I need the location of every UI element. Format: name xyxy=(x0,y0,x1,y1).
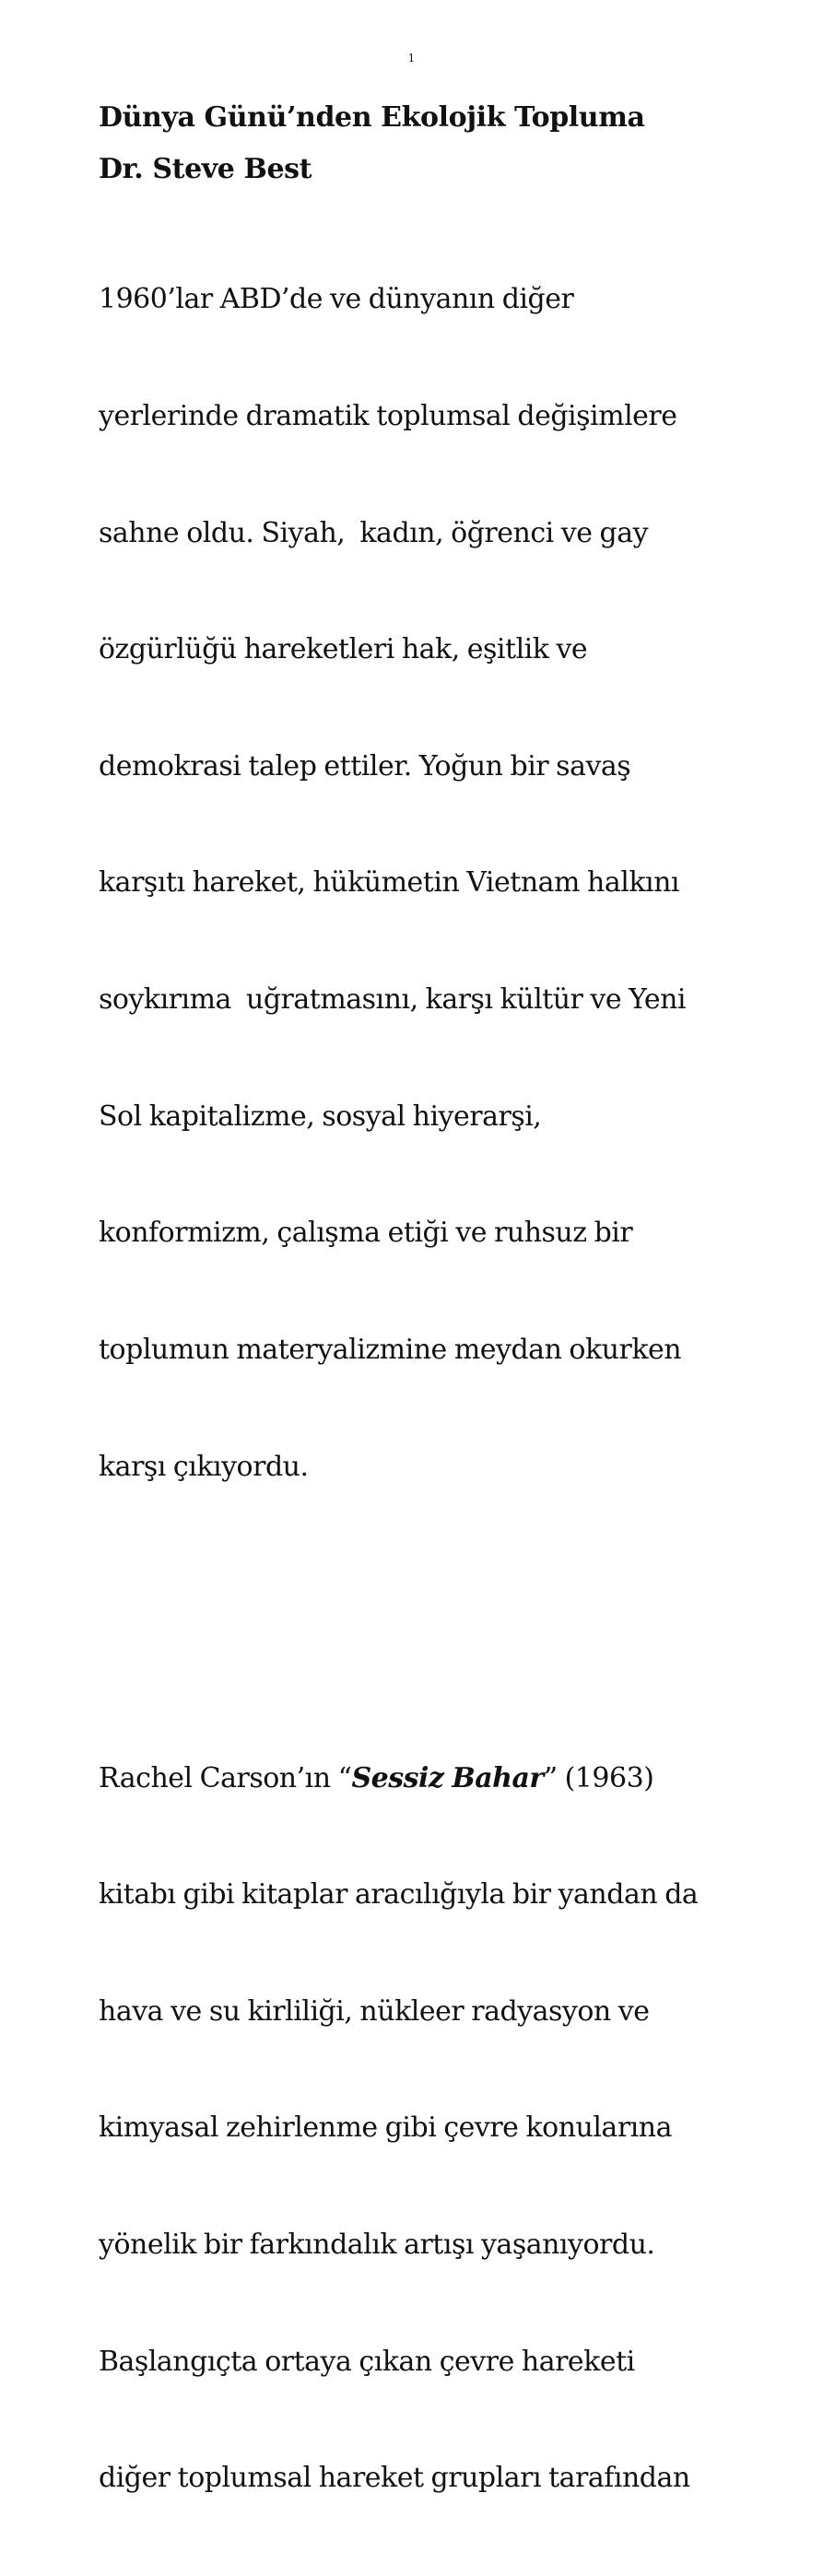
paragraph-line: sahne oldu. Siyah, kadın, öğrenci ve gay xyxy=(99,516,649,549)
paragraph-1 xyxy=(99,203,744,1564)
page-content xyxy=(99,100,744,2576)
document-title: Dünya Günü’nden Ekolojik Topluma xyxy=(99,101,645,134)
paragraph-line: özgürlüğü hareketleri hak, eşitlik ve xyxy=(99,633,588,666)
paragraph-line: karşı çıkıyordu. xyxy=(99,1450,309,1483)
paragraph-2 xyxy=(99,1681,744,2576)
paragraph-line: kitabı gibi kitaplar aracılığıyla bir yandan da xyxy=(99,1878,699,1911)
paragraph-line: karşıtı hareket, hükümetin Vietnam halkını xyxy=(99,866,680,900)
author-name: Dr. Steve Best xyxy=(99,153,312,185)
paragraph-line: hava ve su kirliliği, nükleer radyasyon ve xyxy=(99,1994,650,2028)
paragraph-line: kimyasal zehirlenme gibi çevre konularına xyxy=(99,2111,672,2145)
text-before-book-title: Rachel Carson’ın “ xyxy=(99,1761,352,1794)
paragraph-line: 1960’lar ABD’de ve dünyanın diğer xyxy=(99,283,574,316)
paragraph-line: Başlangıçta ortaya çıkan çevre hareketi xyxy=(99,2345,635,2378)
paragraph-line: diğer toplumsal hareket grupları tarafından xyxy=(99,2462,690,2495)
paragraph-line: demokrasi talep ettiler. Yoğun bir savaş xyxy=(99,749,631,782)
paragraph-line: konformizm, çalışma etiği ve ruhsuz bir xyxy=(99,1217,633,1250)
page-number: 1 xyxy=(407,52,416,65)
paragraph-first-line xyxy=(99,1759,744,1798)
paragraph-line: Sol kapitalizme, sosyal hiyerarşi, xyxy=(99,1100,542,1133)
paragraph-line: soykırıma uğratmasını, karşı kültür ve Yeni xyxy=(99,983,687,1017)
book-title: Sessiz Bahar xyxy=(351,1761,544,1794)
paragraph-line: toplumun materyalizmine meydan okurken xyxy=(99,1333,682,1366)
paragraph-line: yerlerinde dramatik toplumsal değişimlere xyxy=(99,400,677,433)
paragraph-line: yönelik bir farkındalık artışı yaşanıyordu. xyxy=(99,2228,655,2261)
text-after-book-title: ” (1963) xyxy=(543,1761,654,1794)
